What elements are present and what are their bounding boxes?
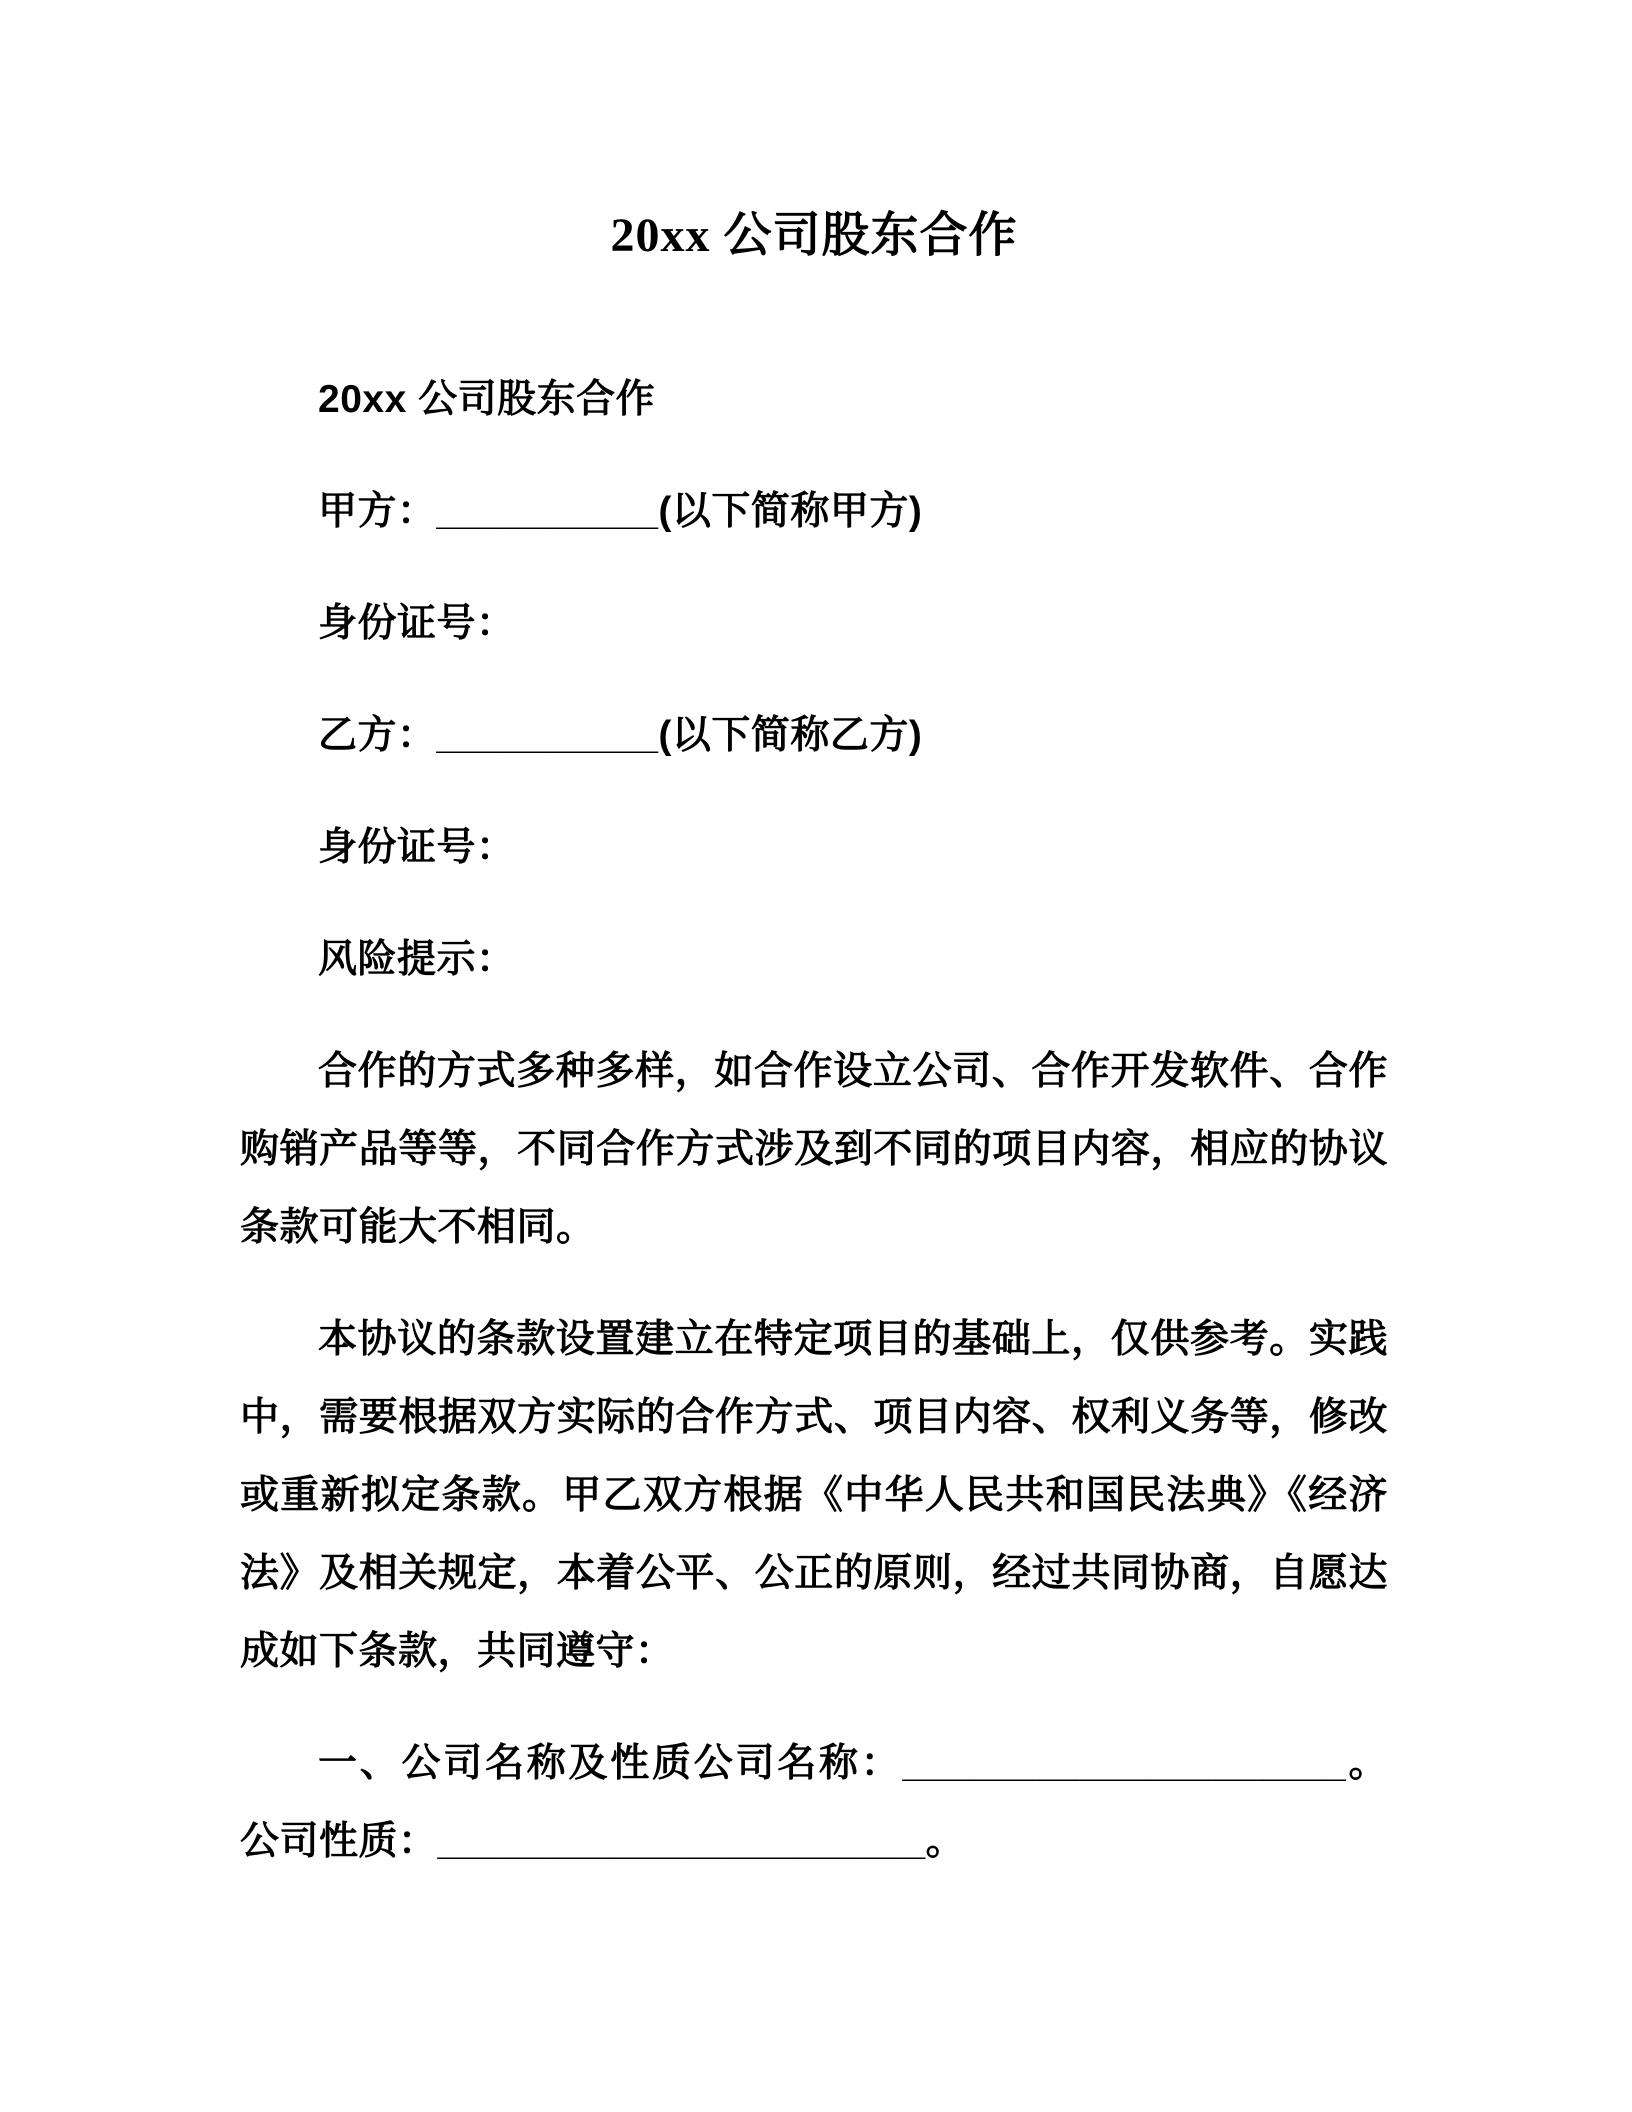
paragraph-risk-body-1: 合作的方式多种多样，如合作设立公司、合作开发软件、合作购销产品等等，不同合作方式涉及到不同的项目内容，相应的协议条款可能大不相同。 xyxy=(240,1050,1388,1249)
paragraph-risk-notice: 风险提示： xyxy=(318,938,516,981)
paragraph-party-a: 甲方：__________(以下简称甲方) xyxy=(318,490,923,533)
paragraph-party-b: 乙方：__________(以下简称乙方) xyxy=(318,714,923,757)
paragraph-risk-body-2: 本协议的条款设置建立在特定项目的基础上，仅供参考。实践中，需要根据双方实际的合作方式、项目内容、权利义务等，修改或重新拟定条款。甲乙双方根据《中华人民共和国民法典》《经济法》及相关规定，本着公平、公正的原则，经过共同协商，自愿达成如下条款，共同遵守： xyxy=(240,1318,1388,1673)
paragraph-clause-one: 一、公司名称及性质公司名称：____________________。公司性质：______________________。 xyxy=(240,1742,1388,1863)
paragraph-id-number-a: 身份证号： xyxy=(318,602,516,645)
paragraph-id-number-b: 身份证号： xyxy=(318,826,516,869)
paragraph-subtitle: 20xx 公司股东合作 xyxy=(318,378,656,421)
document-body xyxy=(240,361,1388,1881)
document-title: 20xx 公司股东合作 xyxy=(610,209,1018,262)
